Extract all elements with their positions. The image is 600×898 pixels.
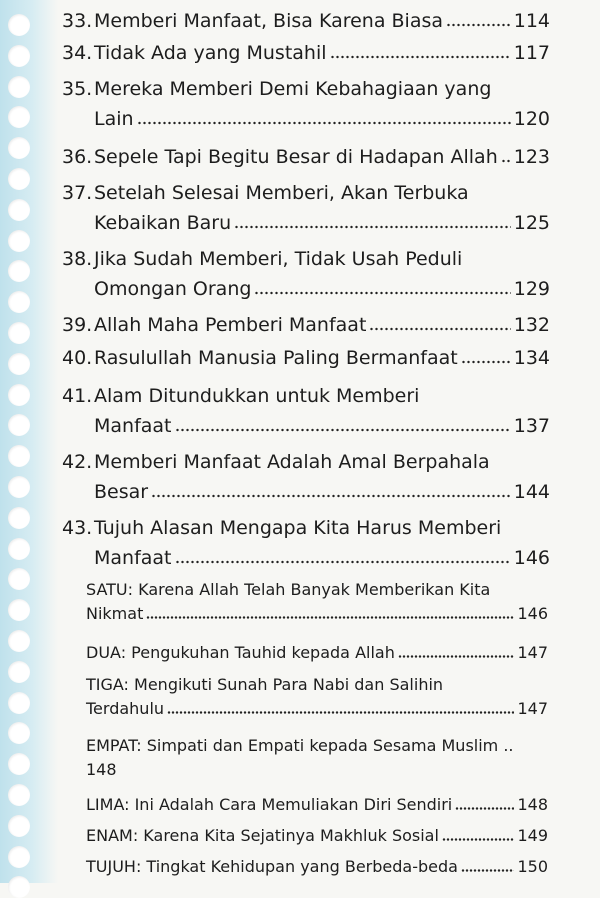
toc-entry-title: Lain bbox=[94, 108, 134, 130]
toc-entry-number: 43. bbox=[62, 517, 93, 539]
toc-entry-number: 38. bbox=[62, 248, 93, 270]
toc-entry-line bbox=[62, 543, 550, 573]
toc-subentry bbox=[86, 673, 548, 721]
toc-entry-page: 114 bbox=[513, 10, 550, 32]
toc-subentry-title: EMPAT: Simpati dan Empati kepada Sesama Muslim .. bbox=[86, 736, 514, 755]
toc-subentry-line bbox=[86, 602, 548, 626]
toc-entry-page: 146 bbox=[513, 547, 550, 569]
toc-entry bbox=[62, 513, 550, 573]
toc-entry-page: 117 bbox=[513, 42, 550, 64]
toc-entry-title: Sepele Tapi Begitu Besar di Hadapan Allah bbox=[94, 146, 498, 168]
toc-entry-title: Rasulullah Manusia Paling Bermanfaat bbox=[94, 347, 458, 369]
toc-subentry-title: SATU: Karena Allah Telah Banyak Memberikan Kita bbox=[86, 580, 491, 599]
toc-entry-line bbox=[62, 244, 550, 274]
toc-subentry bbox=[86, 734, 548, 782]
toc-entry-number: 35. bbox=[62, 78, 93, 100]
toc-entry-number: 37. bbox=[62, 182, 93, 204]
toc-subentry-page: 146 bbox=[517, 604, 548, 623]
toc-entry bbox=[62, 38, 550, 68]
toc-entry-title: Manfaat bbox=[94, 547, 172, 569]
toc-subentry-title: Terdahulu bbox=[86, 699, 165, 718]
toc-entry-title: Omongan Orang bbox=[94, 278, 252, 300]
toc-entry bbox=[62, 381, 550, 441]
toc-entry-title: Alam Ditundukkan untuk Memberi bbox=[94, 385, 420, 407]
toc-entry-number: 42. bbox=[62, 451, 93, 473]
toc-subentry-title: Nikmat bbox=[86, 604, 144, 623]
toc-entry-number: 33. bbox=[62, 10, 93, 32]
toc-subentry-title: TUJUH: Tingkat Kehidupan yang Berbeda-beda bbox=[86, 857, 458, 876]
toc-entry-page: 144 bbox=[513, 481, 550, 503]
toc-entry-page: 134 bbox=[513, 347, 550, 369]
dot-leader bbox=[167, 711, 514, 714]
toc-entry bbox=[62, 244, 550, 304]
toc-entry-title: Besar bbox=[94, 481, 149, 503]
toc-subentry-title: LIMA: Ini Adalah Cara Memuliakan Diri Sendiri bbox=[86, 795, 453, 814]
toc-entry bbox=[62, 142, 550, 172]
toc-subentry-page: 150 bbox=[517, 857, 548, 876]
toc-subentry-title: DUA: Pengukuhan Tauhid kepada Allah bbox=[86, 643, 395, 662]
toc-subentry bbox=[86, 578, 548, 626]
toc-entry-line bbox=[62, 208, 550, 238]
toc-subentry-page: 149 bbox=[517, 826, 548, 845]
toc-subentry-line bbox=[86, 641, 548, 665]
dot-leader bbox=[137, 121, 511, 125]
toc-entry-title: Tidak Ada yang Mustahil bbox=[94, 42, 327, 64]
toc-entry-page: 120 bbox=[513, 108, 550, 130]
dot-leader bbox=[254, 291, 510, 295]
toc-subentry-line bbox=[86, 793, 548, 817]
toc-entry-line bbox=[62, 6, 550, 36]
dot-leader bbox=[151, 494, 511, 498]
toc-entry-page: 132 bbox=[513, 314, 550, 336]
toc-entry-page: 125 bbox=[513, 212, 550, 234]
toc-entry-title: Tujuh Alasan Mengapa Kita Harus Memberi bbox=[94, 517, 502, 539]
toc-entry-page: 123 bbox=[513, 146, 550, 168]
toc-entry-title: Setelah Selesai Memberi, Akan Terbuka bbox=[94, 182, 469, 204]
toc-entry-line bbox=[62, 381, 550, 411]
toc-subentry-title: ENAM: Karena Kita Sejatinya Makhluk Sosial bbox=[86, 826, 439, 845]
toc-subentry bbox=[86, 855, 548, 879]
toc-entry-number: 36. bbox=[62, 146, 93, 168]
dot-leader bbox=[446, 23, 511, 27]
dot-leader bbox=[175, 560, 511, 564]
toc-entry-line bbox=[62, 343, 550, 373]
toc-entry-title: Memberi Manfaat Adalah Amal Berpahala bbox=[94, 451, 490, 473]
toc-entry-line bbox=[62, 513, 550, 543]
dot-leader bbox=[442, 838, 515, 841]
toc-entry-title: Kebaikan Baru bbox=[94, 212, 232, 234]
toc-subentry-line bbox=[86, 824, 548, 848]
toc-entry bbox=[62, 343, 550, 373]
toc-entry-page: 129 bbox=[513, 278, 550, 300]
dot-leader bbox=[175, 428, 511, 432]
toc-entry-line bbox=[62, 477, 550, 507]
toc-entry bbox=[62, 310, 550, 340]
toc-entry-title: Mereka Memberi Demi Kebahagiaan yang bbox=[94, 78, 492, 100]
dot-leader bbox=[461, 869, 515, 872]
dot-leader bbox=[369, 327, 510, 331]
toc-entry-page: 137 bbox=[513, 415, 550, 437]
toc-entry-number: 34. bbox=[62, 42, 93, 64]
toc-entry-line bbox=[62, 38, 550, 68]
dot-leader bbox=[461, 360, 511, 364]
toc-entry bbox=[62, 178, 550, 238]
toc-subentry-page: 148 bbox=[517, 795, 548, 814]
toc-subentry-line bbox=[86, 673, 548, 697]
dot-leader bbox=[398, 655, 515, 658]
toc-entry-title: Memberi Manfaat, Bisa Karena Biasa bbox=[94, 10, 444, 32]
dot-leader bbox=[234, 225, 511, 229]
toc-entry-line bbox=[62, 104, 550, 134]
toc-subentry-line bbox=[86, 578, 548, 602]
dot-leader bbox=[330, 55, 511, 59]
toc-subentry-line bbox=[86, 734, 548, 758]
toc-subentry bbox=[86, 641, 548, 665]
toc-entry-line bbox=[62, 274, 550, 304]
toc-entry-line bbox=[62, 447, 550, 477]
toc-subentry-line bbox=[86, 697, 548, 721]
toc-entry-line bbox=[62, 178, 550, 208]
toc-entry-line bbox=[62, 310, 550, 340]
toc-entry-number: 39. bbox=[62, 314, 93, 336]
toc-entry-line bbox=[62, 142, 550, 172]
toc-entry-line bbox=[62, 74, 550, 104]
toc-entry bbox=[62, 74, 550, 134]
dot-leader bbox=[455, 807, 514, 810]
toc-subentry-line bbox=[86, 758, 548, 782]
toc-entry-title: Manfaat bbox=[94, 415, 172, 437]
toc-entry-title: Allah Maha Pemberi Manfaat bbox=[94, 314, 367, 336]
dot-leader bbox=[501, 159, 511, 163]
toc-subentry bbox=[86, 824, 548, 848]
toc-subentry-page: 147 bbox=[517, 699, 548, 718]
toc-subentry-page: 147 bbox=[517, 643, 548, 662]
toc-entry-number: 40. bbox=[62, 347, 93, 369]
toc-entry bbox=[62, 447, 550, 507]
toc-entry bbox=[62, 6, 550, 36]
toc-subentry-line bbox=[86, 855, 548, 879]
toc-entry-line bbox=[62, 411, 550, 441]
toc-entry-title: Jika Sudah Memberi, Tidak Usah Peduli bbox=[94, 248, 463, 270]
dot-leader bbox=[146, 616, 514, 619]
toc-subentry-title: 148 bbox=[86, 760, 117, 779]
toc-subentry bbox=[86, 793, 548, 817]
toc-entry-number: 41. bbox=[62, 385, 93, 407]
toc-subentry-title: TIGA: Mengikuti Sunah Para Nabi dan Salihin bbox=[86, 675, 444, 694]
